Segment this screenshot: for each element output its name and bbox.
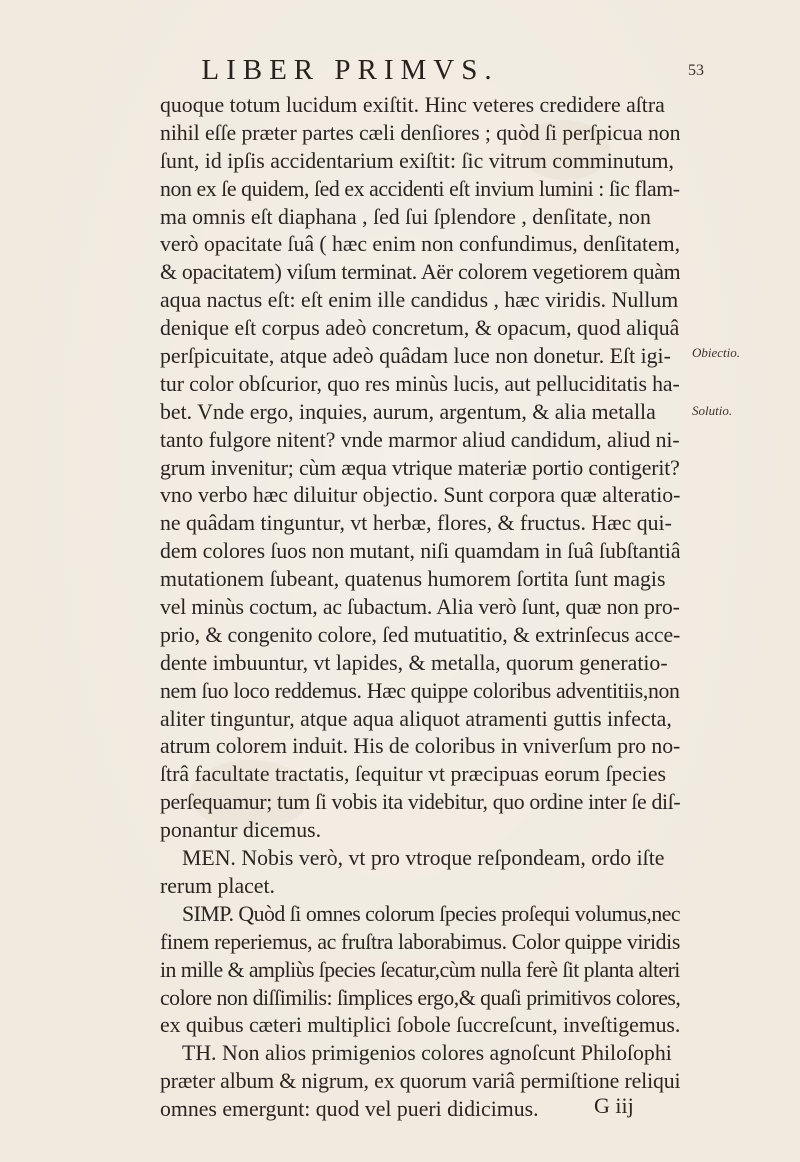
text-line: verò opacitate ſuâ ( hæc enim non confundimus, denſitatem, — [160, 232, 680, 257]
text-line: dem colores ſuos non mutant, niſi quamdam in ſuâ ſubſtantiâ — [160, 539, 680, 564]
running-title: LIBER PRIMVS. — [201, 54, 499, 86]
speaker-line: TH. Non alios primigenios colores agnoſcunt Philoſophi — [182, 1041, 672, 1066]
text-line: ne quâdam tinguntur, vt herbæ, flores, & fructus. Hæc qui- — [160, 511, 672, 536]
body-text — [160, 92, 680, 1124]
text-line: atrum colorem induit. His de coloribus in vniverſum pro no- — [160, 734, 680, 759]
margin-note-objection: Obiectio. — [692, 345, 741, 360]
text-line: vel minùs coctum, ac ſubactum. Alia verò ſunt, quæ non pro- — [160, 595, 680, 620]
text-line: perſpicuitate, atque adeò quâdam luce non donetur. Eſt igi- — [160, 344, 671, 369]
text-line: grum invenitur; cùm æqua vtrique materiæ portio contigerit? — [160, 455, 680, 480]
signature-mark: G iij — [594, 1093, 634, 1118]
speaker-line: MEN. Nobis verò, vt pro vtroque reſpondeam, ordo iſte — [182, 846, 665, 871]
text-line: tur color obſcurior, quo res minùs lucis, aut pelluciditatis ha- — [160, 371, 680, 396]
text-line: in mille & ampliùs ſpecies ſecatur,cùm nulla ferè ſit planta alteri — [160, 957, 680, 982]
text-line: finem reperiemus, ac fruſtra laborabimus. Color quippe viridis — [160, 929, 680, 954]
text-line: prio, & congenito colore, ſed mutuatitio, & extrinſecus acce- — [160, 622, 680, 647]
text-line: bet. Vnde ergo, inquies, aurum, argentum, & alia metalla — [160, 399, 656, 424]
text-line: colore non diſſimilis: ſimplices ergo,& quaſi primitivos colores, — [160, 985, 680, 1010]
text-line: denique eſt corpus adeò concretum, & opacum, quod aliquâ — [160, 316, 680, 341]
text-line: ex quibus cæteri multiplici ſobole ſuccreſcunt, inveſtigemus. — [160, 1013, 680, 1038]
page-number: 53 — [688, 62, 704, 79]
text-line: tanto fulgore nitent? vnde marmor aliud candidum, aliud ni- — [160, 427, 680, 452]
text-line: aliter tinguntur, atque aqua aliquot atramenti guttis infecta, — [160, 706, 672, 731]
text-line: & opacitatem) viſum terminat. Aër colorem vegetiorem quàm — [160, 260, 680, 285]
text-line: aqua nactus eſt: eſt enim ille candidus , hæc viridis. Nullum — [160, 288, 679, 313]
text-line: nem ſuo loco reddemus. Hæc quippe coloribus adventitiis,non — [160, 678, 680, 703]
text-line: ſunt, id ipſis accidentarium exiſtit: ſic vitrum comminutum, — [160, 148, 674, 173]
text-line: nihil eſſe præter partes cæli denſiores ; quòd ſi perſpicua non — [160, 120, 680, 145]
text-line: perſequamur; tum ſi vobis ita videbitur, quo ordine inter ſe diſ- — [160, 790, 680, 815]
text-line: ma omnis eſt diaphana , ſed ſui ſplendore , denſitate, non — [160, 204, 651, 229]
text-line: omnes emergunt: quod vel pueri didicimus. — [160, 1097, 539, 1122]
text-line: vno verbo hæc diluitur objectio. Sunt corpora quæ alteratio- — [160, 483, 680, 508]
text-line: præter album & nigrum, ex quorum variâ permiſtione reliqui — [160, 1069, 680, 1094]
text-line: quoque totum lucidum exiſtit. Hinc veteres credidere aſtra — [160, 93, 665, 117]
text-line: rerum placet. — [160, 873, 275, 898]
running-head — [0, 54, 800, 94]
speaker-line: SIMP. Quòd ſi omnes colorum ſpecies proſequi volumus,nec — [182, 901, 680, 926]
margin-note-solution: Solutio. — [692, 403, 733, 418]
text-line: mutationem ſubeant, quatenus humorem ſortita ſunt magis — [160, 567, 666, 592]
text-line: ſtrâ facultate tractatis, ſequitur vt præcipuas eorum ſpecies — [160, 762, 666, 787]
text-line: non ex ſe quidem, ſed ex accidenti eſt invium lumini : ſic flam- — [160, 176, 680, 201]
text-line: dente imbuuntur, vt lapides, & metalla, quorum generatio- — [160, 650, 668, 675]
text-line: ponantur dicemus. — [160, 818, 322, 843]
